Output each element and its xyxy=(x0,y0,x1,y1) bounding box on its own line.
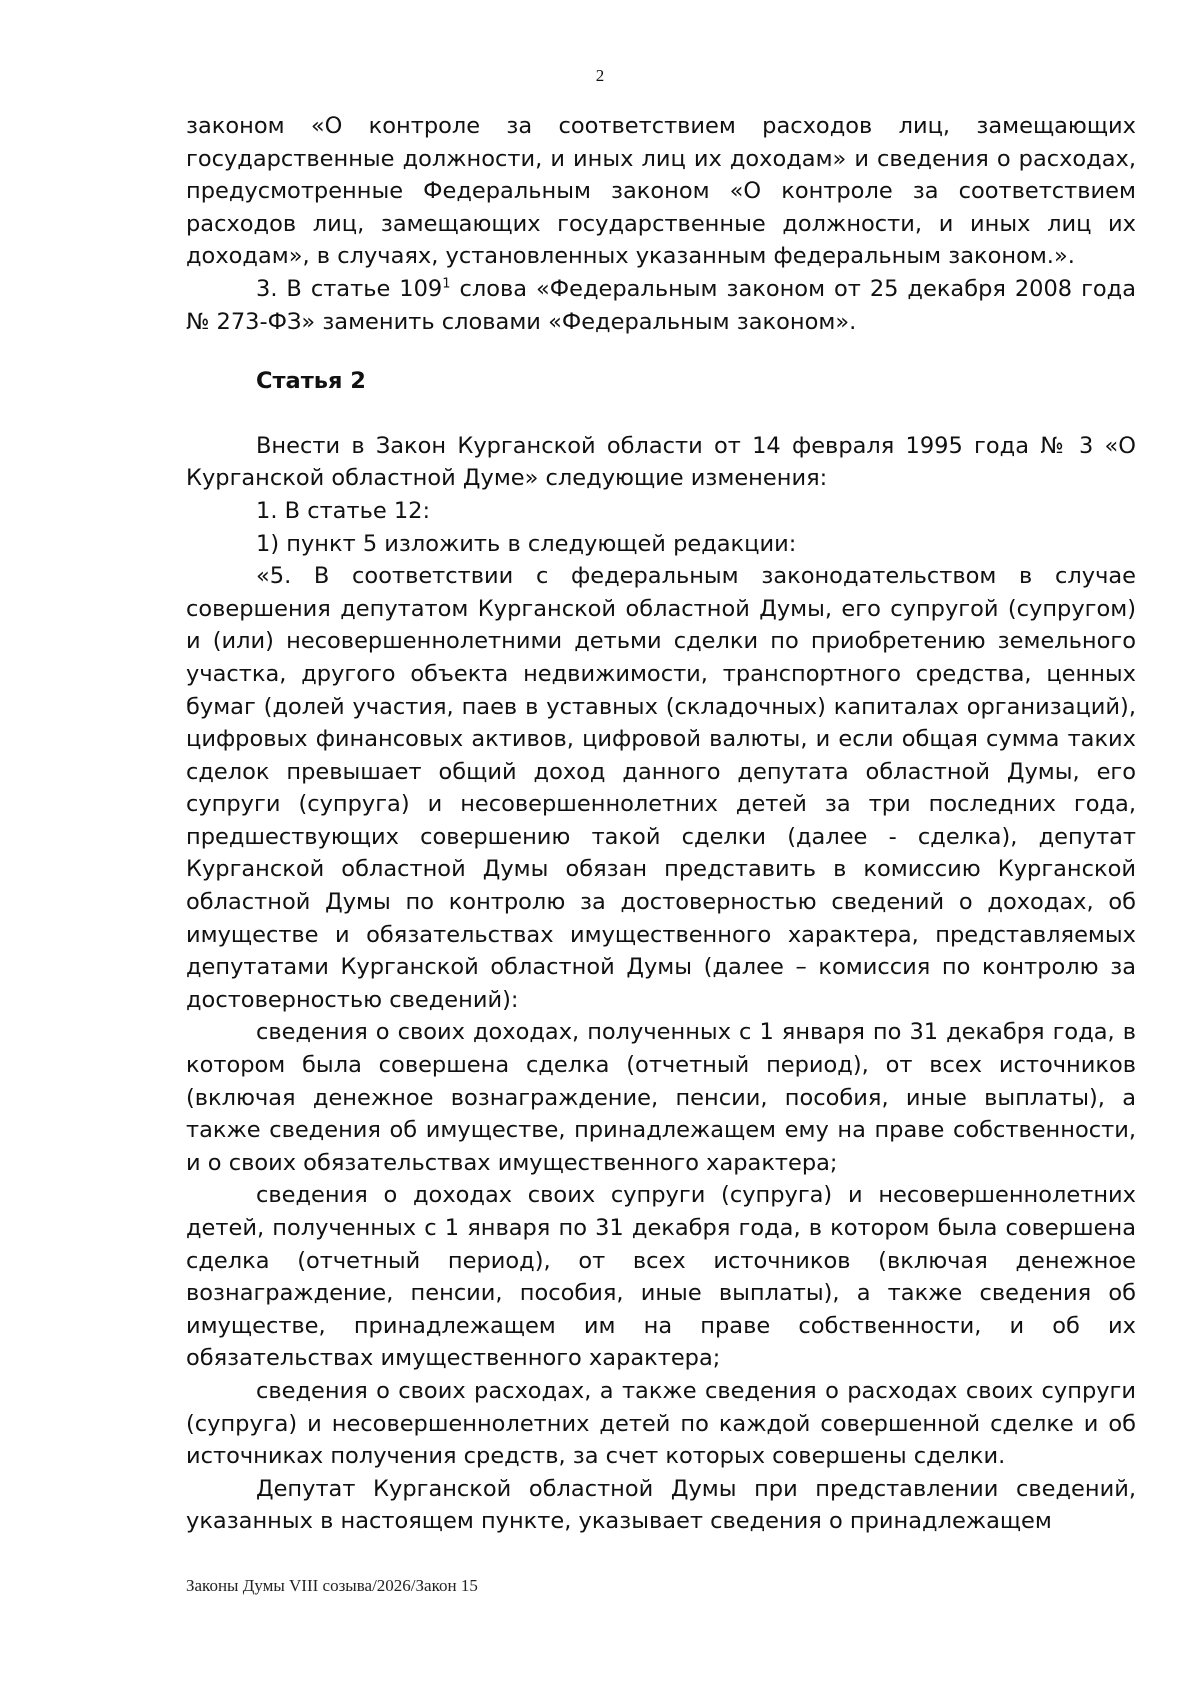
paragraph-amendment-3 xyxy=(186,273,1136,338)
paragraph: законом «О контроле за соответствием расходов лиц, замещающих государственные должности, и иных лиц их доходам» и сведения о расходах, предусмотренные Федеральным законом «О контроле за соответствием расходов лиц, замещающих государственные должности, и иных лиц их доходам», в случаях, установленных указанным федеральным законом.». xyxy=(186,113,1136,270)
document-body xyxy=(186,110,1136,1538)
paragraph: Внести в Закон Курганской области от 14 февраля 1995 года № 3 «О Курганской областной Думе» следующие изменения: xyxy=(186,432,1136,492)
paragraph: сведения о своих расходах, а также сведения о расходах своих супруги (супруга) и несовершеннолетних детей по каждой совершенной сделке и об источниках получения средств, за счет которых совершены сделки. xyxy=(186,1377,1136,1470)
paragraph: «5. В соответствии с федеральным законодательством в случае совершения депутатом Курганской областной Думы, его супругой (супругом) и (или) несовершеннолетними детьми сделки по приобретению земельного участка, другого объекта недвижимости, транспортного средства, ценных бумаг (долей участия, паев в уставных (складочных) капиталах организаций), цифровых финансовых активов, цифровой валюты, и если общая сумма таких сделок превышает общий доход данного депутата областной Думы, его супруги (супруга) и несовершеннолетних детей за три последних года, предшествующих совершению такой сделки (далее - сделка), депутат Курганской областной Думы обязан представить в комиссию Курганской областной Думы по контролю за достоверностью сведений о доходах, об имуществе и обязательствах имущественного характера, представляемых депутатами Курганской областной Думы (далее – комиссия по контролю за достоверностью сведений): xyxy=(186,563,1136,1013)
superscript: 1 xyxy=(442,276,451,292)
paragraph-text: 3. В статье 109 xyxy=(256,275,443,302)
page-number: 2 xyxy=(595,66,605,85)
paragraph: 1) пункт 5 изложить в следующей редакции: xyxy=(256,530,797,557)
paragraph: Депутат Курганской областной Думы при представлении сведений, указанных в настоящем пункте, указывает сведения о принадлежащем xyxy=(186,1475,1136,1535)
paragraph-text: слова «Федеральным законом от 25 декабря 2008 года № 273-ФЗ» заменить словами «Федеральным законом». xyxy=(186,275,1137,335)
document-footer: Законы Думы VIII созыва/2026/Закон 15 xyxy=(186,1576,478,1595)
article-heading: Статья 2 xyxy=(256,368,366,395)
paragraph: 1. В статье 12: xyxy=(256,497,431,524)
paragraph: сведения о своих доходах, полученных с 1 января по 31 декабря года, в котором была совершена сделка (отчетный период), от всех источников (включая денежное вознаграждение, пенсии, пособия, иные выплаты), а также сведения об имуществе, принадлежащем ему на праве собственности, и о своих обязательствах имущественного характера; xyxy=(186,1019,1136,1176)
paragraph: сведения о доходах своих супруги (супруга) и несовершеннолетних детей, полученных с 1 января по 31 декабря года, в котором была совершена сделка (отчетный период), от всех источников (включая денежное вознаграждение, пенсии, пособия, иные выплаты), а также сведения об имуществе, принадлежащем им на праве собственности, и об их обязательствах имущественного характера; xyxy=(186,1182,1136,1372)
